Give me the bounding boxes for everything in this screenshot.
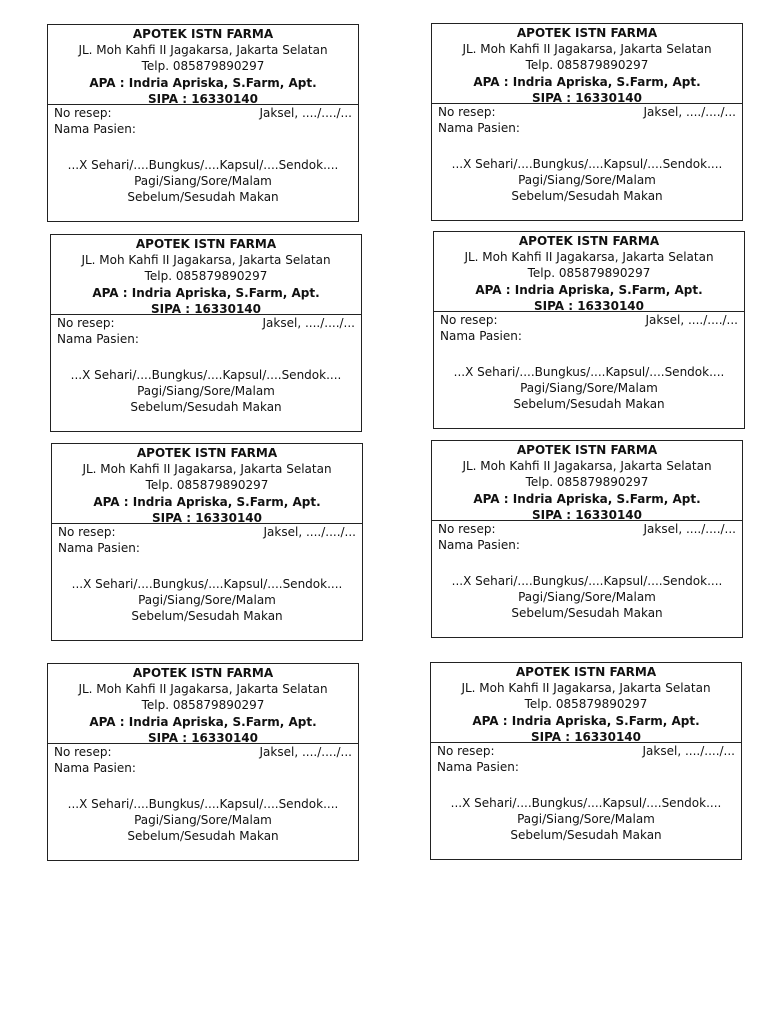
meal-instruction: Sebelum/Sesudah Makan xyxy=(510,828,662,843)
dosage-instruction: ...X Sehari/....Bungkus/....Kapsul/....Sendok.... xyxy=(71,577,343,591)
prescription-number-label: No resep: xyxy=(438,522,496,536)
pharmacy-phone: Telp. 085879890297 xyxy=(524,697,648,712)
patient-name-label: Nama Pasien: xyxy=(54,761,136,776)
pharmacy-address: JL. Moh Kahfi II Jagakarsa, Jakarta Selatan xyxy=(464,250,714,265)
prescription-label-7 xyxy=(47,663,359,861)
meal-instruction: Sebelum/Sesudah Makan xyxy=(511,606,663,621)
label-header xyxy=(48,664,358,744)
pharmacy-phone: Telp. 085879890297 xyxy=(144,269,268,284)
pharmacist-sipa: SIPA : 16330140 xyxy=(150,301,262,316)
dosage-instruction: ...X Sehari/....Bungkus/....Kapsul/....Sendok.... xyxy=(67,158,339,172)
patient-name-label: Nama Pasien: xyxy=(438,121,520,136)
pharmacy-name: APOTEK ISTN FARMA xyxy=(132,666,274,680)
prescription-number-label: No resep: xyxy=(54,745,112,759)
meal-instruction: Sebelum/Sesudah Makan xyxy=(513,397,665,412)
label-instructions xyxy=(432,156,742,205)
pharmacy-phone: Telp. 085879890297 xyxy=(145,478,269,493)
dosage-instruction: ...X Sehari/....Bungkus/....Kapsul/....Sendok.... xyxy=(451,157,723,171)
label-meta xyxy=(52,524,362,558)
label-meta xyxy=(48,105,358,139)
pharmacist-apa: APA : Indria Apriska, S.Farm, Apt. xyxy=(89,714,317,729)
meal-instruction: Sebelum/Sesudah Makan xyxy=(127,829,279,844)
time-of-day-instruction: Pagi/Siang/Sore/Malam xyxy=(517,812,655,827)
pharmacist-sipa: SIPA : 16330140 xyxy=(147,730,259,745)
pharmacist-apa: APA : Indria Apriska, S.Farm, Apt. xyxy=(92,285,320,300)
dosage-instruction: ...X Sehari/....Bungkus/....Kapsul/....Sendok.... xyxy=(67,797,339,811)
label-meta xyxy=(432,521,742,555)
pharmacist-sipa: SIPA : 16330140 xyxy=(151,510,263,525)
label-instructions xyxy=(48,796,358,845)
patient-name-label: Nama Pasien: xyxy=(437,760,519,775)
meal-instruction: Sebelum/Sesudah Makan xyxy=(127,190,279,205)
pharmacist-sipa: SIPA : 16330140 xyxy=(530,729,642,744)
label-instructions xyxy=(48,157,358,206)
pharmacy-address: JL. Moh Kahfi II Jagakarsa, Jakarta Selatan xyxy=(81,253,331,268)
patient-name-label: Nama Pasien: xyxy=(438,538,520,553)
label-meta xyxy=(51,315,361,349)
pharmacy-phone: Telp. 085879890297 xyxy=(141,59,265,74)
label-instructions xyxy=(52,576,362,625)
pharmacy-name: APOTEK ISTN FARMA xyxy=(516,443,658,457)
pharmacy-name: APOTEK ISTN FARMA xyxy=(518,234,660,248)
pharmacy-name: APOTEK ISTN FARMA xyxy=(132,27,274,41)
dosage-instruction: ...X Sehari/....Bungkus/....Kapsul/....Sendok.... xyxy=(70,368,342,382)
pharmacy-phone: Telp. 085879890297 xyxy=(525,475,649,490)
date-field: Jaksel, ..../..../... xyxy=(642,744,735,758)
dosage-instruction: ...X Sehari/....Bungkus/....Kapsul/....Sendok.... xyxy=(453,365,725,379)
prescription-label-6 xyxy=(431,440,743,638)
pharmacy-address: JL. Moh Kahfi II Jagakarsa, Jakarta Selatan xyxy=(78,43,328,58)
pharmacy-phone: Telp. 085879890297 xyxy=(141,698,265,713)
date-field: Jaksel, ..../..../... xyxy=(645,313,738,327)
time-of-day-instruction: Pagi/Siang/Sore/Malam xyxy=(518,590,656,605)
meal-instruction: Sebelum/Sesudah Makan xyxy=(130,400,282,415)
pharmacist-apa: APA : Indria Apriska, S.Farm, Apt. xyxy=(89,75,317,90)
date-field: Jaksel, ..../..../... xyxy=(262,316,355,330)
date-field: Jaksel, ..../..../... xyxy=(259,106,352,120)
dosage-instruction: ...X Sehari/....Bungkus/....Kapsul/....Sendok.... xyxy=(450,796,722,810)
label-header xyxy=(51,235,361,315)
pharmacy-phone: Telp. 085879890297 xyxy=(527,266,651,281)
time-of-day-instruction: Pagi/Siang/Sore/Malam xyxy=(134,813,272,828)
pharmacist-apa: APA : Indria Apriska, S.Farm, Apt. xyxy=(473,74,701,89)
date-field: Jaksel, ..../..../... xyxy=(643,522,736,536)
label-instructions xyxy=(51,367,361,416)
pharmacist-sipa: SIPA : 16330140 xyxy=(533,298,645,313)
prescription-label-1 xyxy=(47,24,359,222)
pharmacist-sipa: SIPA : 16330140 xyxy=(531,90,643,105)
label-meta xyxy=(432,104,742,138)
pharmacy-address: JL. Moh Kahfi II Jagakarsa, Jakarta Selatan xyxy=(462,42,712,57)
label-meta xyxy=(431,743,741,777)
prescription-label-3 xyxy=(50,234,362,432)
patient-name-label: Nama Pasien: xyxy=(58,541,140,556)
pharmacist-apa: APA : Indria Apriska, S.Farm, Apt. xyxy=(475,282,703,297)
label-header xyxy=(52,444,362,524)
pharmacy-phone: Telp. 085879890297 xyxy=(525,58,649,73)
pharmacist-apa: APA : Indria Apriska, S.Farm, Apt. xyxy=(93,494,321,509)
date-field: Jaksel, ..../..../... xyxy=(259,745,352,759)
patient-name-label: Nama Pasien: xyxy=(57,332,139,347)
time-of-day-instruction: Pagi/Siang/Sore/Malam xyxy=(134,174,272,189)
prescription-number-label: No resep: xyxy=(437,744,495,758)
pharmacy-address: JL. Moh Kahfi II Jagakarsa, Jakarta Selatan xyxy=(461,681,711,696)
label-instructions xyxy=(431,795,741,844)
pharmacy-address: JL. Moh Kahfi II Jagakarsa, Jakarta Selatan xyxy=(462,459,712,474)
label-meta xyxy=(48,744,358,778)
pharmacist-sipa: SIPA : 16330140 xyxy=(531,507,643,522)
prescription-number-label: No resep: xyxy=(57,316,115,330)
prescription-number-label: No resep: xyxy=(58,525,116,539)
label-header xyxy=(432,24,742,104)
pharmacist-sipa: SIPA : 16330140 xyxy=(147,91,259,106)
date-field: Jaksel, ..../..../... xyxy=(263,525,356,539)
time-of-day-instruction: Pagi/Siang/Sore/Malam xyxy=(520,381,658,396)
label-instructions xyxy=(432,573,742,622)
meal-instruction: Sebelum/Sesudah Makan xyxy=(511,189,663,204)
prescription-label-8 xyxy=(430,662,742,860)
pharmacy-name: APOTEK ISTN FARMA xyxy=(515,665,657,679)
patient-name-label: Nama Pasien: xyxy=(440,329,522,344)
label-header xyxy=(434,232,744,312)
pharmacist-apa: APA : Indria Apriska, S.Farm, Apt. xyxy=(472,713,700,728)
prescription-label-5 xyxy=(51,443,363,641)
patient-name-label: Nama Pasien: xyxy=(54,122,136,137)
pharmacist-apa: APA : Indria Apriska, S.Farm, Apt. xyxy=(473,491,701,506)
pharmacy-name: APOTEK ISTN FARMA xyxy=(135,237,277,251)
prescription-label-2 xyxy=(431,23,743,221)
time-of-day-instruction: Pagi/Siang/Sore/Malam xyxy=(518,173,656,188)
label-header xyxy=(432,441,742,521)
label-header xyxy=(431,663,741,743)
prescription-label-4 xyxy=(433,231,745,429)
prescription-number-label: No resep: xyxy=(440,313,498,327)
prescription-number-label: No resep: xyxy=(54,106,112,120)
meal-instruction: Sebelum/Sesudah Makan xyxy=(131,609,283,624)
pharmacy-name: APOTEK ISTN FARMA xyxy=(136,446,278,460)
pharmacy-name: APOTEK ISTN FARMA xyxy=(516,26,658,40)
label-meta xyxy=(434,312,744,346)
label-instructions xyxy=(434,364,744,413)
prescription-number-label: No resep: xyxy=(438,105,496,119)
time-of-day-instruction: Pagi/Siang/Sore/Malam xyxy=(138,593,276,608)
label-header xyxy=(48,25,358,105)
time-of-day-instruction: Pagi/Siang/Sore/Malam xyxy=(137,384,275,399)
pharmacy-address: JL. Moh Kahfi II Jagakarsa, Jakarta Selatan xyxy=(78,682,328,697)
dosage-instruction: ...X Sehari/....Bungkus/....Kapsul/....Sendok.... xyxy=(451,574,723,588)
date-field: Jaksel, ..../..../... xyxy=(643,105,736,119)
pharmacy-address: JL. Moh Kahfi II Jagakarsa, Jakarta Selatan xyxy=(82,462,332,477)
